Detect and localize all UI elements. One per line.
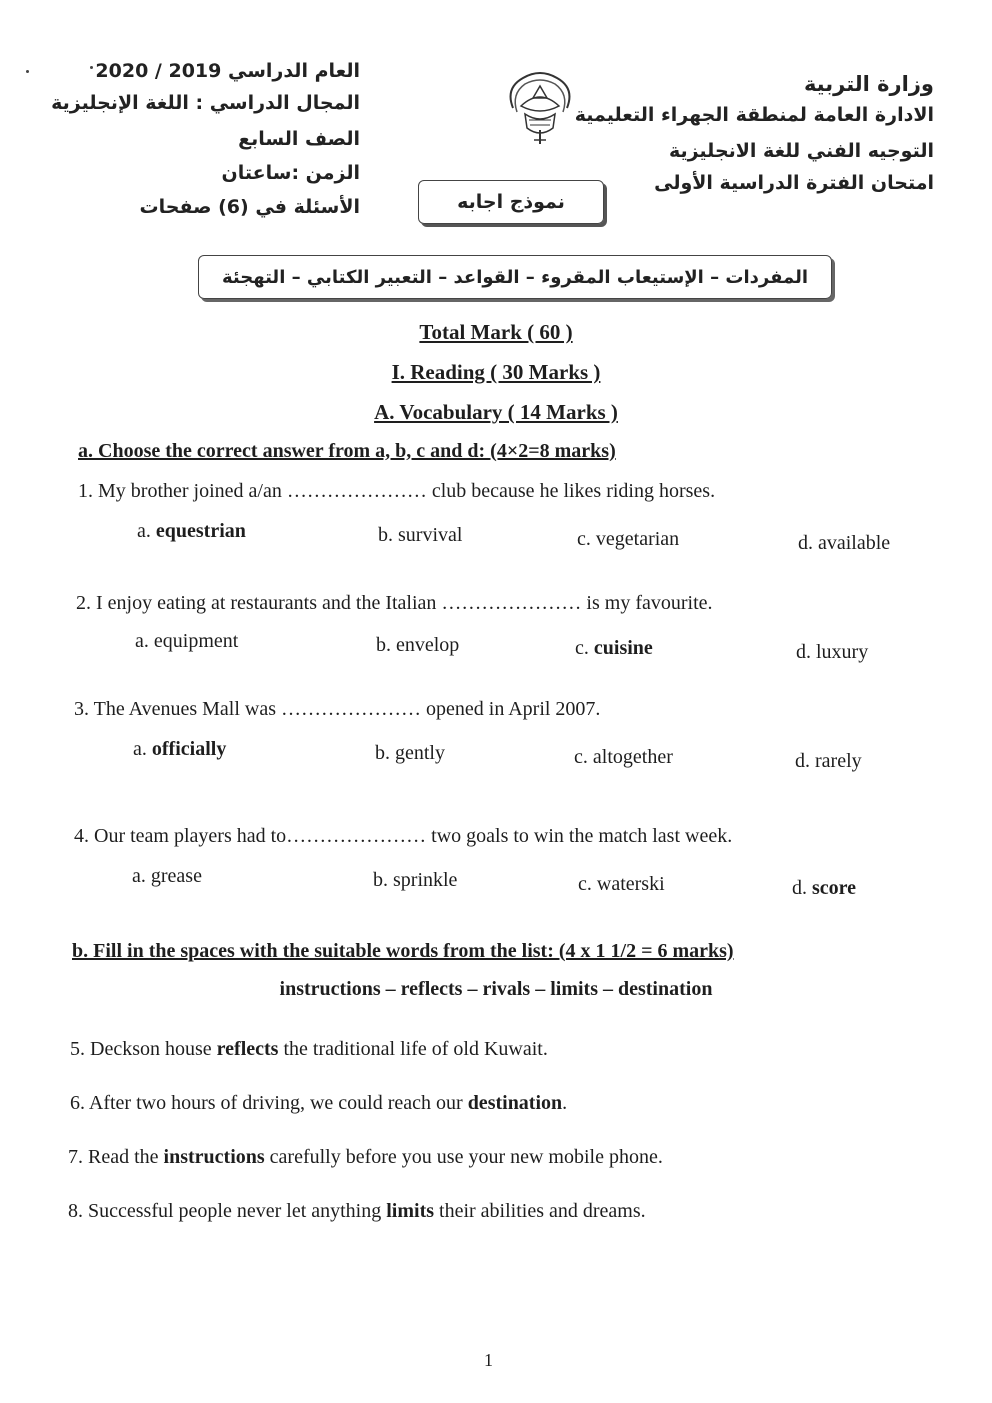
subjects-box (198, 255, 832, 299)
q2-option-c: c. cuisine (575, 637, 653, 659)
section-b-instruction: b. Fill in the spaces with the suitable words from the list: (4 x 1 1/2 = 6 marks) (72, 940, 734, 962)
sentence-7: 7. Read the instructions carefully before you use your new mobile phone. (68, 1146, 663, 1168)
answer-model-box (418, 180, 604, 224)
q2-option-d: d. luxury (796, 641, 869, 663)
q1-option-b: b. survival (378, 524, 463, 546)
q4-option-a: a. grease (132, 865, 202, 887)
sentence-5: 5. Deckson house reflects the traditional life of old Kuwait. (70, 1038, 548, 1060)
subjects-list: المفردات – الإستيعاب المقروء – القواعد – التعبير الكتابي – التهجئة (221, 266, 809, 288)
q3-option-a: a. officially (133, 738, 227, 760)
q2-option-a: a. equipment (135, 630, 239, 652)
grade: الصف السابع (238, 128, 360, 150)
sentence-8: 8. Successful people never let anything limits their abilities and dreams. (68, 1200, 646, 1222)
q1-option-c: c. vegetarian (577, 528, 680, 550)
q3-option-c: c. altogether (574, 746, 673, 768)
word-list: instructions – reflects – rivals – limits – destination (279, 978, 713, 1000)
question-2: 2. I enjoy eating at restaurants and the Italian ………………… is my favourite. (76, 592, 713, 614)
answer-model-label: نموذج اجابه (457, 191, 565, 213)
kuwait-emblem-icon (503, 68, 577, 146)
vocabulary-title: A. Vocabulary ( 14 Marks ) (374, 400, 618, 424)
page-count: الأسئلة في (6) صفحات (139, 196, 360, 218)
supervision-name: التوجيه الفني للغة الانجليزية (668, 140, 934, 162)
section-a-instruction: a. Choose the correct answer from a, b, c and d: (4×2=8 marks) (78, 440, 616, 462)
question-4: 4. Our team players had to………………… two goals to win the match last week. (74, 825, 733, 847)
scan-speck (26, 70, 29, 73)
exam-time: الزمن :ساعتان (221, 162, 360, 184)
scan-speck (90, 66, 93, 69)
subject-field: المجال الدراسي : اللغة الإنجليزية (51, 92, 360, 114)
reading-title: I. Reading ( 30 Marks ) (391, 360, 601, 384)
question-3: 3. The Avenues Mall was ………………… opened in April 2007. (74, 698, 601, 720)
ministry-name: وزارة التربية (803, 72, 934, 96)
q1-option-a: a. equestrian (137, 520, 246, 542)
q3-option-d: d. rarely (795, 750, 862, 772)
directorate-name: الادارة العامة لمنطقة الجهراء التعليمية (574, 104, 934, 126)
q3-option-b: b. gently (375, 742, 445, 764)
exam-name: امتحان الفترة الدراسية الأولى (654, 172, 934, 194)
q2-option-b: b. envelop (376, 634, 460, 656)
q1-option-d: d. available (798, 532, 891, 554)
q4-option-c: c. waterski (578, 873, 665, 895)
q4-option-b: b. sprinkle (373, 869, 458, 891)
question-1: 1. My brother joined a/an ………………… club because he likes riding horses. (78, 480, 716, 502)
sentence-6: 6. After two hours of driving, we could reach our destination. (70, 1092, 568, 1114)
academic-year: العام الدراسي 2019 / 2020 (95, 60, 360, 82)
total-mark: Total Mark ( 60 ) (419, 320, 573, 344)
page-number: 1 (484, 1350, 493, 1370)
q4-option-d: d. score (792, 877, 857, 899)
